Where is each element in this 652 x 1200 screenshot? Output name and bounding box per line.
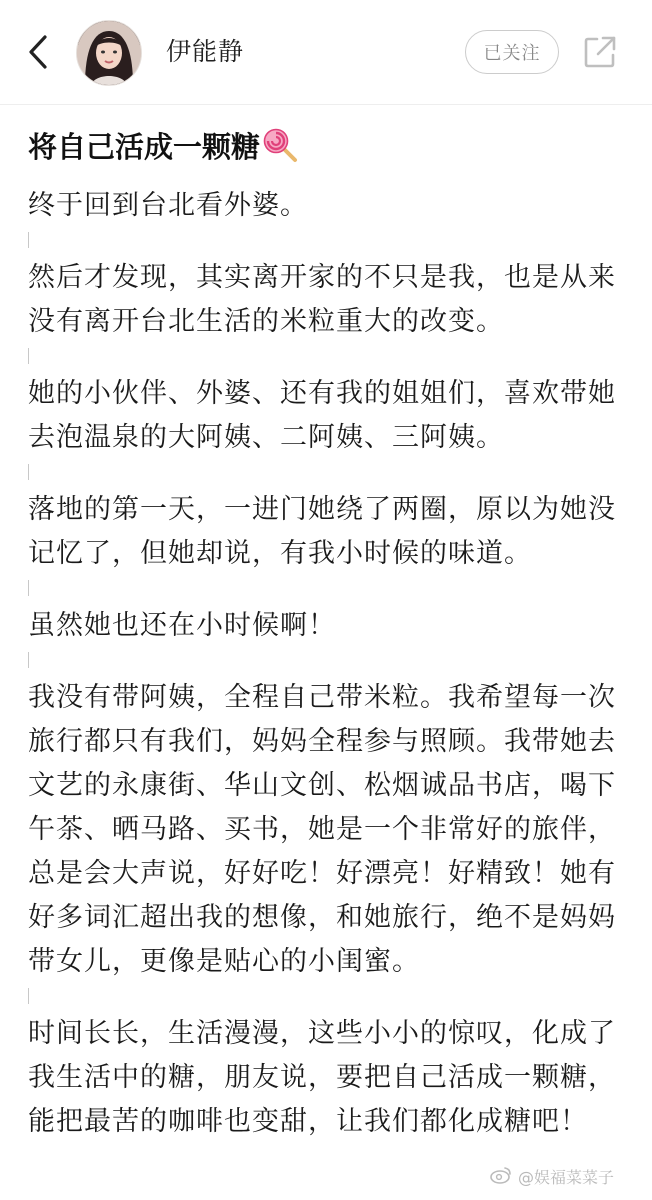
article xyxy=(0,104,652,1200)
username[interactable]: 伊能静 xyxy=(166,37,245,66)
paragraph-divider xyxy=(28,576,628,604)
paragraph: 虽然她也还在小时候啊！ xyxy=(28,610,336,641)
paragraph-divider xyxy=(28,984,628,1012)
watermark xyxy=(490,1165,614,1188)
avatar-image xyxy=(77,21,141,85)
paragraph: 她的小伙伴、外婆、还有我的姐姐们，喜欢带她去泡温泉的大阿姨、二阿姨、三阿姨。 xyxy=(28,378,616,453)
following-button[interactable]: 已关注 xyxy=(465,30,559,74)
paragraph-divider xyxy=(28,228,628,256)
article-body xyxy=(28,184,628,1144)
paragraph-divider xyxy=(28,344,628,372)
paragraph: 终于回到台北看外婆。 xyxy=(28,190,308,221)
weibo-icon xyxy=(490,1166,512,1188)
paragraph: 时间长长，生活漫漫，这些小小的惊叹，化成了我生活中的糖，朋友说，要把自己活成一颗糖，能把最苦的咖啡也变甜，让我们都化成糖吧！ xyxy=(28,1018,616,1137)
paragraph-divider xyxy=(28,460,628,488)
paragraph: 落地的第一天，一进门她绕了两圈，原以为她没记忆了，但她却说，有我小时候的味道。 xyxy=(28,494,616,569)
share-icon xyxy=(583,35,617,69)
article-title-text: 将自己活成一颗糖 xyxy=(28,130,261,164)
back-button[interactable] xyxy=(22,32,54,72)
paragraph: 我没有带阿姨，全程自己带米粒。我希望每一次旅行都只有我们，妈妈全程参与照顾。我带她去文艺的永康街、华山文创、松烟诚品书店，喝下午茶、晒马路、买书，她是一个非常好的旅伴，总是会大声说，好好吃！好漂亮！好精致！她有好多词汇超出我的想像，和她旅行，绝不是妈妈带女儿，更像是贴心的小闺蜜。 xyxy=(28,682,616,977)
watermark-text: @娱福菜菜子 xyxy=(517,1168,614,1187)
paragraph: 然后才发现，其实离开家的不只是我，也是从来没有离开台北生活的米粒重大的改变。 xyxy=(28,262,616,337)
share-button[interactable] xyxy=(578,30,622,74)
avatar[interactable] xyxy=(76,20,142,86)
paragraph-divider xyxy=(28,648,628,676)
top-bar xyxy=(0,0,652,105)
chevron-left-icon xyxy=(27,34,49,70)
lollipop-icon xyxy=(262,127,298,174)
article-title xyxy=(28,126,298,174)
